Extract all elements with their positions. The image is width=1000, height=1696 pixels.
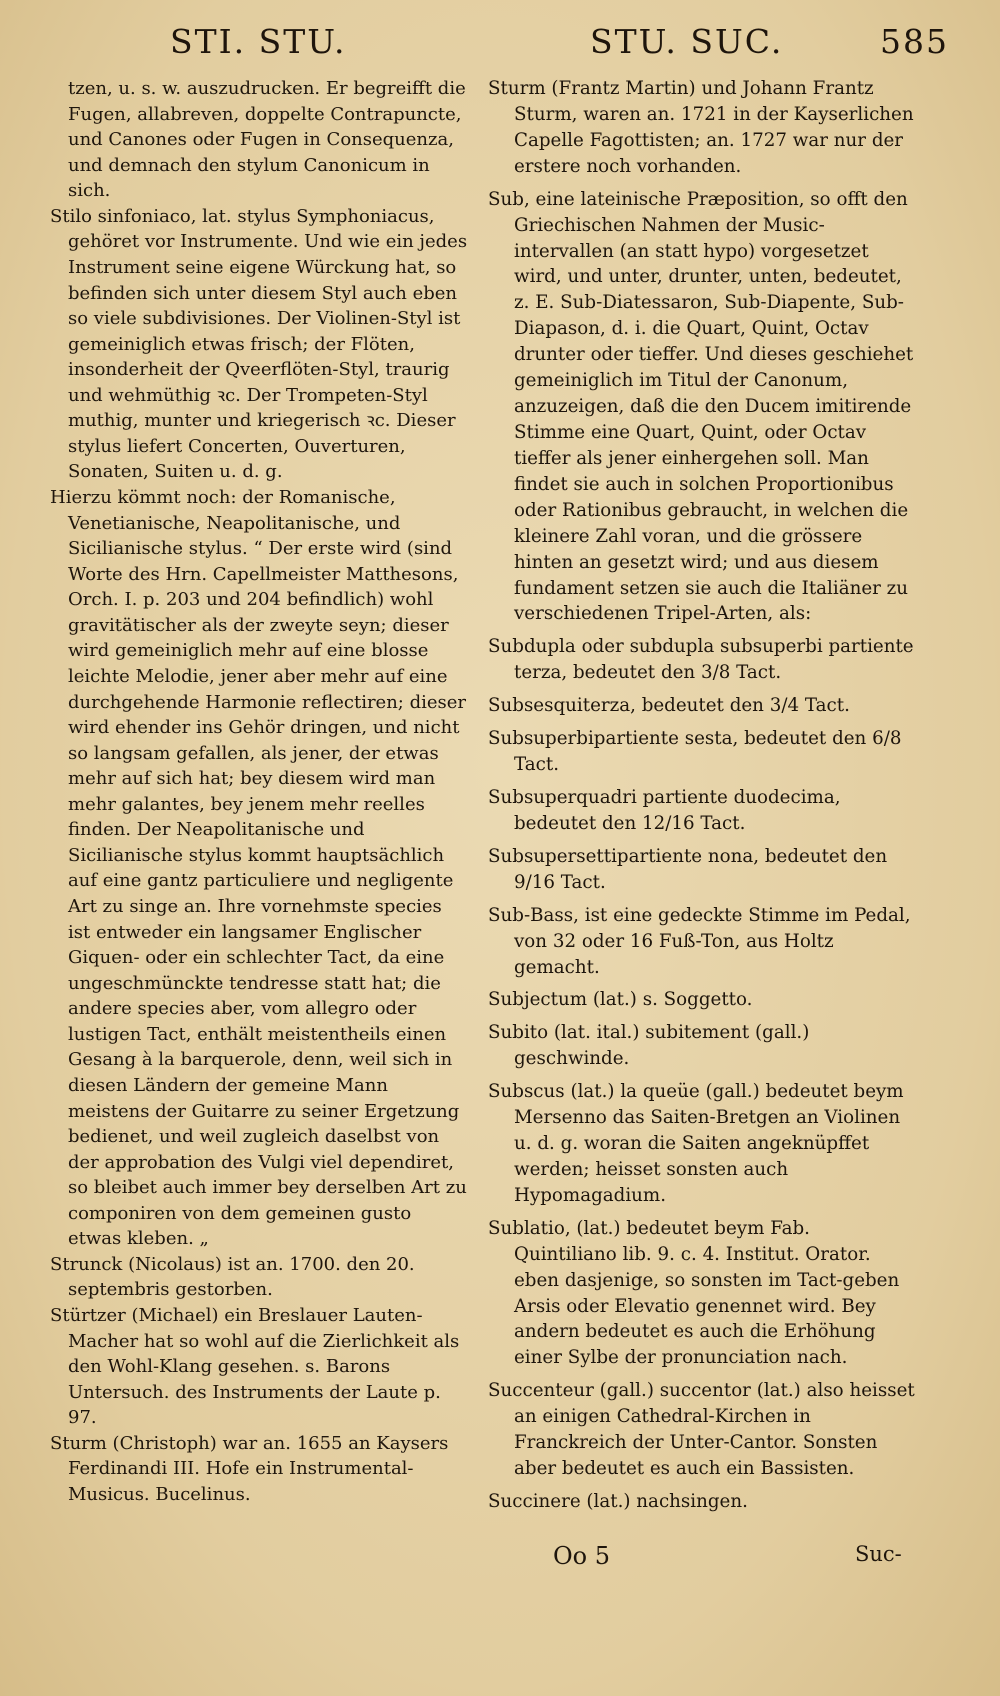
running-header [0, 22, 1000, 72]
header-right-guide-words: STU. SUC. [590, 22, 784, 61]
dictionary-entry: Subsuperquadri partiente duodecima, bedeutet den 12/16 Tact. [488, 786, 841, 834]
header-left-guide-words: STI. STU. [170, 22, 347, 61]
right-column [488, 76, 916, 1522]
dictionary-entry: Succenteur (gall.) succentor (lat.) also heisset an einigen Cathedral-Kirchen in Franckreich der Unter-Cantor. Sonsten aber bedeutet es auch ein Bassisten. [488, 1380, 915, 1480]
signature-mark: Oo 5 [553, 1542, 611, 1570]
left-column [50, 76, 468, 1508]
dictionary-entry: Subsuperbipartiente sesta, bedeutet den 6/8 Tact. [488, 728, 902, 776]
dictionary-entry: Subito (lat. ital.) subitement (gall.) geschwinde. [488, 1022, 810, 1070]
dictionary-entry: Strunck (Nicolaus) ist an. 1700. den 20. septembris gestorben. [50, 1253, 415, 1301]
page-number: 585 [880, 22, 949, 61]
dictionary-entry: Subsupersettipartiente nona, bedeutet den 9/16 Tact. [488, 845, 888, 893]
dictionary-entry: Sub-Bass, ist eine gedeckte Stimme im Pedal, von 32 oder 16 Fuß-Ton, aus Holtz gemacht. [488, 904, 911, 978]
dictionary-entry: Subdupla oder subdupla subsuperbi partiente terza, bedeutet den 3/8 Tact. [488, 636, 914, 684]
page-footer [0, 1542, 1000, 1582]
dictionary-entry: Stürtzer (Michael) ein Breslauer Lauten-Macher hat so wohl auf die Zierlichkeit als den Wohl-Klang gesehen. s. Barons Untersuch. des Instruments der Laute p. 97. [50, 1305, 460, 1429]
dictionary-entry: Subjectum (lat.) s. Soggetto. [488, 989, 753, 1011]
catchword: Suc- [855, 1542, 902, 1566]
dictionary-entry: Sublatio, (lat.) bedeutet beym Fab. Quintiliano lib. 9. c. 4. Institut. Orator. eben dasjenige, so sonsten im Tact-geben Arsis oder Elevatio genennet wird. Bey andern bedeutet es auch die Erhöhung einer Sylbe der pronunciation nach. [488, 1217, 900, 1369]
dictionary-entry: Succinere (lat.) nachsingen. [488, 1491, 748, 1513]
dictionary-entry: Sturm (Frantz Martin) und Johann Frantz Sturm, waren an. 1721 in der Kayserlichen Capelle Fagottisten; an. 1727 war nur der erstere noch vorhanden. [488, 78, 914, 177]
dictionary-entry: Hierzu kömmt noch: der Romanische, Venetianische, Neapolitanische, und Sicilianische stylus. “ Der erste wird (sind Worte des Hrn. Capellmeister Matthesons, Orch. I. p. 203 und 204 befindlich) wohl gravitätischer als der zweyte seyn; dieser wird gemeiniglich mehr auf eine blosse leichte Melodie, jener aber mehr auf eine durchgehende Harmonie reflectiren; dieser wird ehender ins Gehör dringen, und nicht so langsam gefallen, als jener, der etwas mehr auf sich hat; bey diesem wird man mehr galantes, bey jenem mehr reelles finden. Der Neapolitanische und Sicilianische stylus kommt hauptsächlich auf eine gantz particuliere und negligente Art zu singe an. Ihre vornehmste species ist entweder ein langsamer Englischer Giquen- oder ein schlechter Tact, da eine ungeschmünckte tendresse statt hat; die andere species aber, vom allegro oder lustigen Tact, enthält meistentheils einen Gesang à la barquerole, denn, weil sich in diesen Ländern der gemeine Mann meistens der Guitarre zu seiner Ergetzung bedienet, und weil zugleich daselbst von der approbation des Vulgi viel dependiret, so bleibet auch immer bey derselben Art zu componiren von dem gemeinen gusto etwas kleben. „ [50, 487, 467, 1250]
dictionary-entry: Sturm (Christoph) war an. 1655 an Kaysers Ferdinandi III. Hofe ein Instrumental-Musicus. Bucelinus. [50, 1432, 449, 1505]
dictionary-entry: Sub, eine lateinische Præposition, so offt den Griechischen Nahmen der Music-intervallen (an statt hypo) vorgesetzet wird, und unter, drunter, unten, bedeutet, z. E. Sub-Diatessaron, Sub-Diapente, Sub-Diapason, d. i. die Quart, Quint, Octav drunter oder tieffer. Und dieses geschiehet gemeiniglich im Titul der Canonum, anzuzeigen, daß die den Ducem imitirende Stimme eine Quart, Quint, oder Octav tieffer als jener einhergehen soll. Man findet sie auch in solchen Proportionibus oder Rationibus gebraucht, in welchen die kleinere Zahl voran, und die grössere hinten an gesetzt wird; und aus diesem fundament setzen sie auch die Italiäner zu verschiedenen Tripel-Arten, als: [488, 188, 914, 625]
dictionary-entry: tzen, u. s. w. auszudrucken. Er begreifft die Fugen, allabreven, doppelte Contrapuncte, und Canones oder Fugen in Consequenza, und demnach den stylum Canonicum in sich. [68, 78, 466, 202]
dictionary-entry: Stilo sinfoniaco, lat. stylus Symphoniacus, gehöret vor Instrumente. Und wie ein jedes Instrument seine eigene Würckung hat, so befinden sich unter diesem Styl auch eben so viele subdivisiones. Der Violinen-Styl ist gemeiniglich etwas frisch; der Flöten, insonderheit der Qveerflöten-Styl, traurig und wehmüthig ꝛc. Der Trompeten-Styl muthig, munter und kriegerisch ꝛc. Dieser stylus liefert Concerten, Ouverturen, Sonaten, Suiten u. d. g. [50, 205, 468, 483]
dictionary-entry: Subscus (lat.) la queüe (gall.) bedeutet beym Mersenno das Saiten-Bretgen an Violinen u. d. g. woran die Saiten angeknüpffet werden; heisset sonsten auch Hypomagadium. [488, 1081, 904, 1206]
dictionary-entry: Subsesquiterza, bedeutet den 3/4 Tact. [488, 695, 850, 717]
